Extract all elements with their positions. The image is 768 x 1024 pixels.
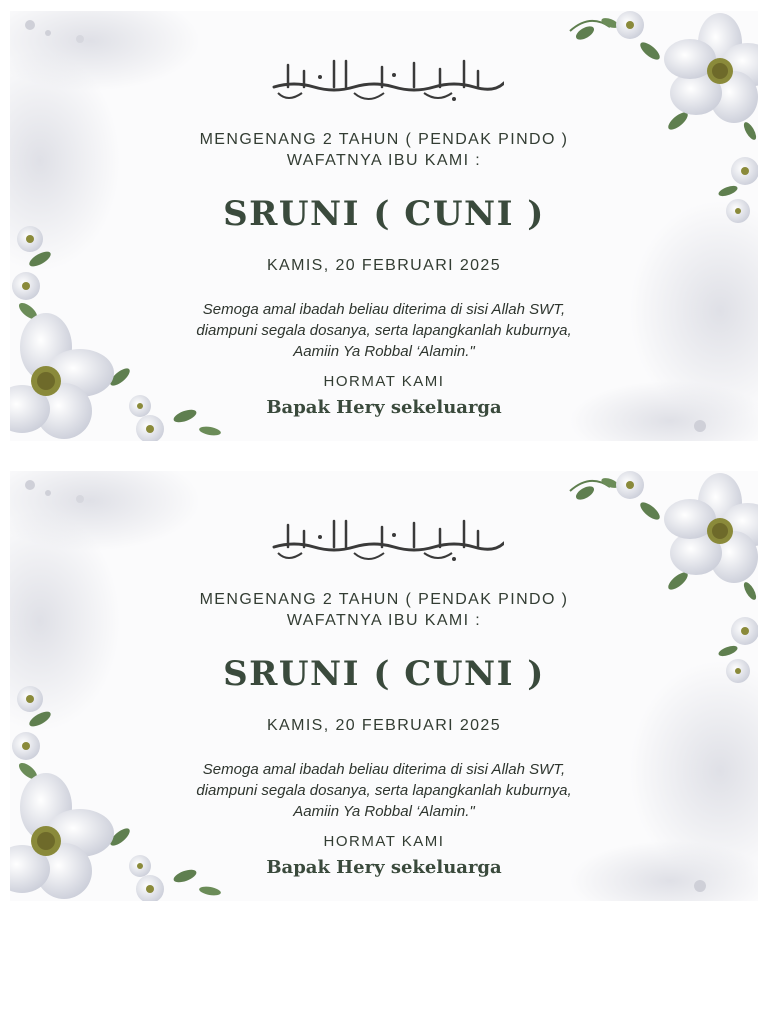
prayer-line: diampuni segala dosanya, serta lapangkanlah kuburnya, — [196, 322, 572, 339]
basmala-calligraphy — [10, 47, 758, 107]
event-date: KAMIS, 20 FEBRUARI 2025 — [266, 717, 502, 734]
basmala-calligraphy-image — [264, 47, 504, 107]
regards-label: HORMAT KAMI — [323, 373, 445, 390]
family-signature: Bapak Hery sekeluarga — [266, 857, 502, 878]
deceased-name: SRUNI ( CUNI ) — [223, 194, 545, 234]
prayer-text — [10, 759, 758, 822]
basmala-calligraphy-image — [264, 507, 504, 567]
event-date: KAMIS, 20 FEBRUARI 2025 — [266, 257, 502, 274]
prayer-line: Aamiin Ya Robbal ‘Alamin." — [293, 343, 475, 360]
memorial-subtitle-line: WAFATNYA IBU KAMI : — [286, 612, 482, 629]
prayer-line: diampuni segala dosanya, serta lapangkanlah kuburnya, — [196, 782, 572, 799]
memorial-card-1 — [10, 11, 758, 441]
deceased-name: SRUNI ( CUNI ) — [223, 654, 545, 694]
regards-label: HORMAT KAMI — [323, 833, 445, 850]
card-text-content — [10, 11, 758, 441]
prayer-text — [10, 299, 758, 362]
prayer-line: Aamiin Ya Robbal ‘Alamin." — [293, 803, 475, 820]
memorial-card-2 — [10, 471, 758, 901]
prayer-line: Semoga amal ibadah beliau diterima di sisi Allah SWT, — [202, 761, 566, 778]
memorial-title-line: MENGENANG 2 TAHUN ( PENDAK PINDO ) — [199, 591, 569, 608]
memorial-title-line: MENGENANG 2 TAHUN ( PENDAK PINDO ) — [199, 131, 569, 148]
family-signature: Bapak Hery sekeluarga — [266, 397, 502, 418]
card-text-content — [10, 471, 758, 901]
prayer-line: Semoga amal ibadah beliau diterima di sisi Allah SWT, — [202, 301, 566, 318]
basmala-calligraphy — [10, 507, 758, 567]
memorial-subtitle-line: WAFATNYA IBU KAMI : — [286, 152, 482, 169]
